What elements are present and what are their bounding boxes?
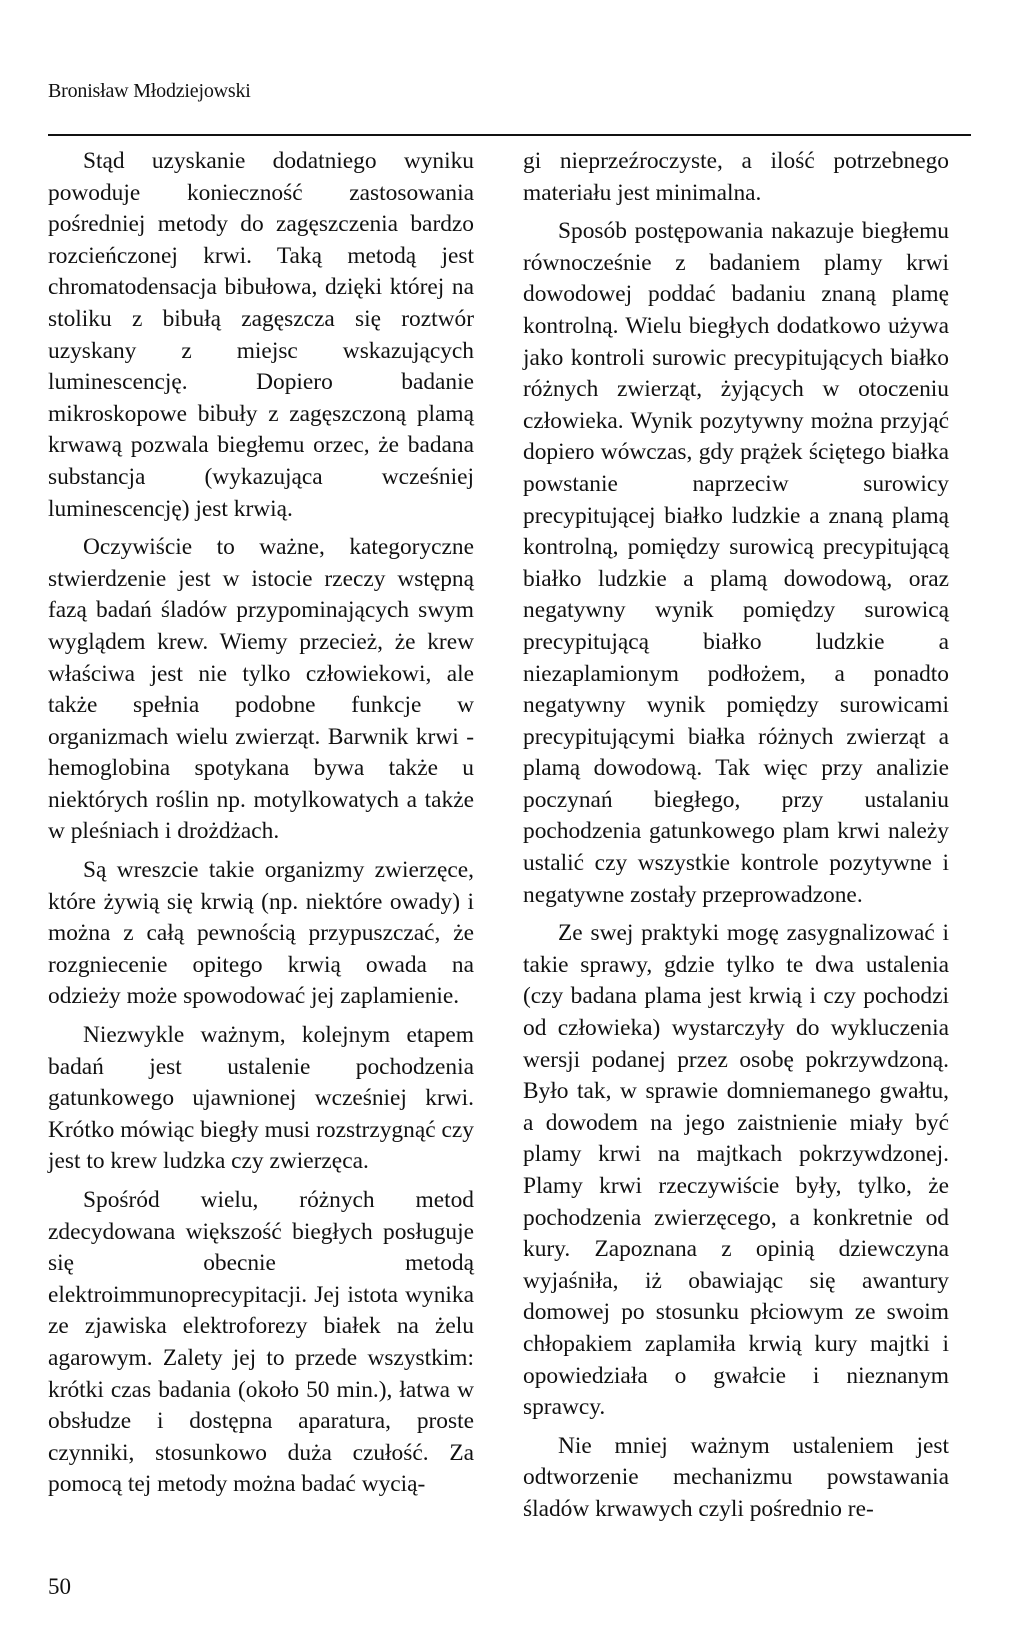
paragraph: Stąd uzyskanie dodatniego wyniku powoduje konieczność zastosowania pośredniej metody do zagęszczenia bardzo rozcieńczonej krwi. Taką metodą jest chromatodensacja bibułowa, dzięki której na stoliku z bibułą zagęszcza się roztwór uzyskany z miejsc wskazujących luminescencję. Dopiero badanie mikroskopowe bibuły z zagęszczoną plamą krwawą pozwala biegłemu orzec, że badana substancja (wykazująca wcześniej luminescencję) jest krwią. bbox=[48, 148, 474, 522]
paragraph: Są wreszcie takie organizmy zwierzęce, które żywią się krwią (np. niektóre owady) i można z całą pewnością przypuszczać, że rozgniecenie opitego krwią owada na odzieży może spowodować jej zaplamienie. bbox=[48, 857, 474, 1010]
page-number: 50 bbox=[48, 1574, 71, 1599]
paragraph: Oczywiście to ważne, kategoryczne stwierdzenie jest w istocie rzeczy wstępną fazą badań śladów przypominających swym wyglądem krew. Wiemy przecież, że krew właściwa jest nie tylko człowiekowi, ale także spełnia podobne funkcje w organizmach wielu zwierząt. Barwnik krwi - hemoglobina spotykana bywa także u niektórych roślin np. motylkowatych a także w pleśniach i drożdżach. bbox=[48, 534, 474, 845]
paragraph: Spośród wielu, różnych metod zdecydowana większość biegłych posługuje się obecnie metodą elektroimmunoprecypitacji. Jej istota wynika ze zjawiska elektroforezy białek na żelu agarowym. Zalety jej to przede wszystkim: krótki czas badania (około 50 min.), łatwa w obsłudze i dostępna aparatura, proste czynniki, stosunkowo duża czułość. Za pomocą tej metody można badać wycią- bbox=[48, 1187, 474, 1498]
paragraph: Niezwykle ważnym, kolejnym etapem badań jest ustalenie pochodzenia gatunkowego ujawnionej wcześniej krwi. Krótko mówiąc biegły musi rozstrzygnąć czy jest to krew ludzka czy zwierzęca. bbox=[48, 1022, 474, 1175]
right-column bbox=[523, 146, 949, 1533]
running-head-author: Bronisław Młodziejowski bbox=[48, 80, 251, 102]
paragraph: Nie mniej ważnym ustaleniem jest odtworzenie mechanizmu powstawania śladów krwawych czyli pośrednio re- bbox=[523, 1432, 949, 1522]
paragraph: Sposób postępowania nakazuje biegłemu równocześnie z badaniem plamy krwi dowodowej poddać badaniu znaną plamę kontrolną. Wielu biegłych dodatkowo używa jako kontroli surowic precypitujących białko różnych zwierząt, żyjących w otoczeniu człowieka. Wynik pozytywny można przyjąć dopiero wówczas, gdy prążek ściętego białka powstanie naprzeciw surowicy precypitującej białko ludzkie a znaną plamą kontrolną, pomiędzy surowicą precypitującą białko ludzkie a plamą dowodową, oraz negatywny wynik pomiędzy surowicą precypitującą białko ludzkie a niezaplamionym podłożem, a ponadto negatywny wynik pomiędzy surowicami precypitującymi białka różnych zwierząt a plamą dowodową. Tak więc przy analizie poczynań biegłego, przy ustalaniu pochodzenia gatunkowego plam krwi należy ustalić czy wszystkie kontrole pozytywne i negatywne zostały przeprowadzone. bbox=[523, 218, 949, 908]
paragraph: Ze swej praktyki mogę zasygnalizować i takie sprawy, gdzie tylko te dwa ustalenia (czy badana plama jest krwią i czy pochodzi od człowieka) wystarczyły do wykluczenia wersji podanej przez osobę pokrzywdzoną. Było tak, w sprawie domniemanego gwałtu, a dowodem na jego zaistnienie miały być plamy krwi na majtkach pokrzywdzonej. Plamy krwi rzeczywiście były, tylko, że pochodzenia zwierzęcego, a konkretnie od kury. Zapoznana z opinią dziewczyna wyjaśniła, iż obawiając się awantury domowej po stosunku płciowym ze swoim chłopakiem zaplamiła krwią kury majtki i opowiedziała o gwałcie i nieznanym sprawcy. bbox=[523, 920, 949, 1421]
header-rule bbox=[48, 134, 971, 136]
paragraph-continued: gi nieprzeźroczyste, a ilość potrzebnego materiału jest minimalna. bbox=[523, 148, 949, 206]
left-column bbox=[48, 146, 474, 1508]
